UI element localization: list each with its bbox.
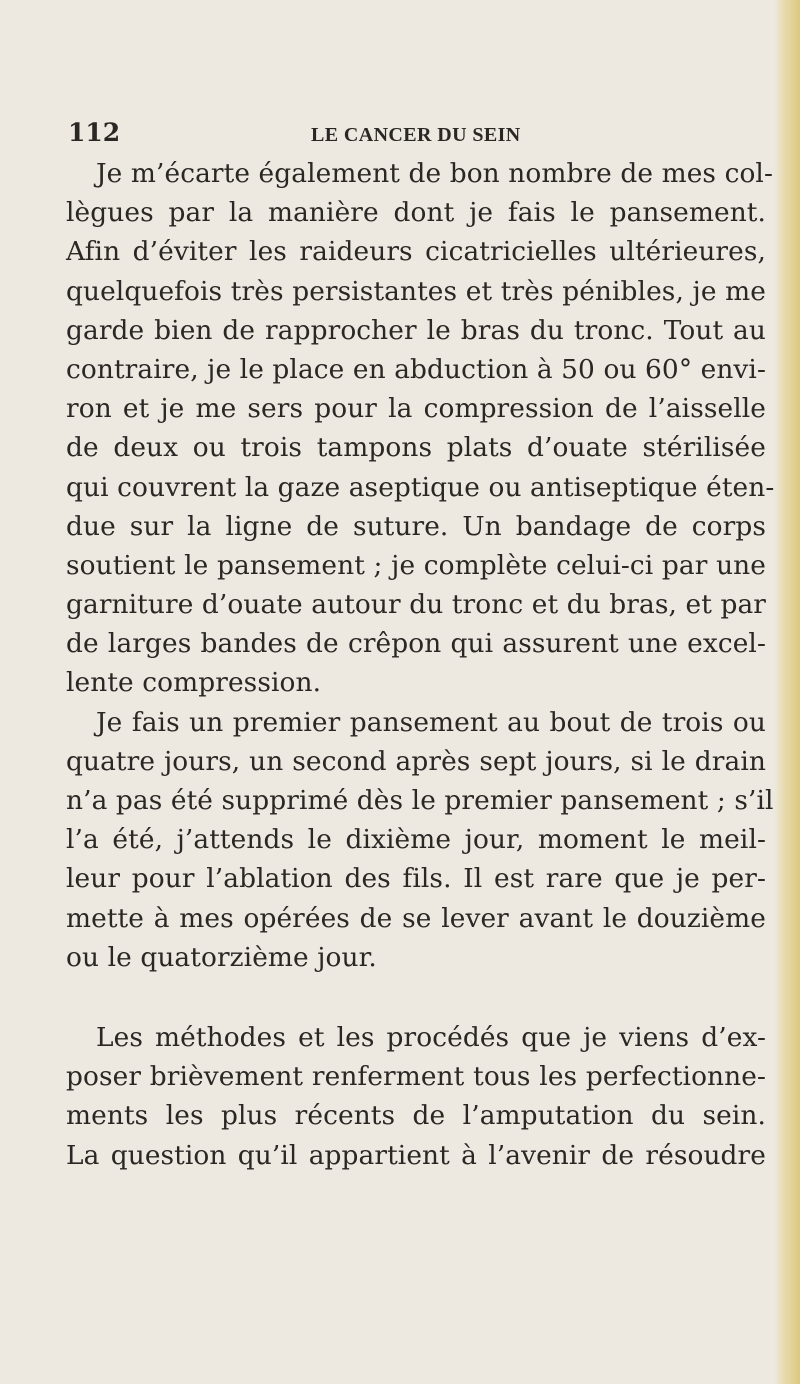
page-number: 112 (68, 118, 121, 147)
text-line: n’a pas été supprimé dès le premier pansement ; s’il (66, 785, 774, 816)
text-line: soutient le pansement ; je complète celui-ci par une (66, 549, 766, 581)
text-line: quatre jours, un second après sept jours, si le drain (66, 745, 766, 777)
text-line: quelquefois très persistantes et très pénibles, je me (66, 275, 766, 307)
text-line: Je fais un premier pansement au bout de trois ou (96, 706, 766, 738)
text-line: garniture d’ouate autour du tronc et du bras, et par (66, 589, 766, 621)
text-line: ou le quatorzième jour. (66, 941, 377, 973)
text-line: La question qu’il appartient à l’avenir de résoudre (66, 1139, 766, 1171)
text-line: ron et je me sers pour la compression de l’aisselle (66, 393, 766, 425)
page-header (66, 118, 766, 148)
text-line: Je m’écarte également de bon nombre de mes col- (96, 158, 773, 189)
section-gap (66, 977, 766, 1018)
page-edge-shadow (774, 0, 800, 1384)
paragraph-2 (66, 703, 774, 977)
text-line: qui couvrent la gaze aseptique ou antiseptique éten- (66, 471, 775, 503)
text-line: lègues par la manière dont je fais le pansement. (66, 197, 766, 229)
paragraph-1 (66, 154, 775, 703)
text-line: de deux ou trois tampons plats d’ouate stérilisée (66, 432, 766, 464)
text-line: ments les plus récents de l’amputation du sein. (66, 1100, 766, 1132)
paragraph-3 (66, 1018, 766, 1175)
text-line: l’a été, j’attends le dixième jour, moment le meil- (66, 824, 766, 856)
text-line: leur pour l’ablation des fils. Il est rare que je per- (66, 863, 766, 895)
running-head: LE CANCER DU SEIN (311, 124, 521, 146)
text-line: Afin d’éviter les raideurs cicatricielles ultérieures, (66, 236, 766, 268)
text-line: poser brièvement renferment tous les perfectionne- (66, 1061, 766, 1093)
book-page (66, 118, 775, 1175)
text-line: contraire, je le place en abduction à 50 ou 60° envi- (66, 353, 766, 385)
text-line: de larges bandes de crêpon qui assurent une excel- (66, 628, 766, 660)
text-line: lente compression. (66, 667, 322, 699)
text-line: garde bien de rapprocher le bras du tronc. Tout au (66, 314, 766, 346)
text-line: due sur la ligne de suture. Un bandage de corps (66, 510, 766, 542)
text-line: Les méthodes et les procédés que je viens d’ex- (96, 1021, 766, 1053)
text-line: mette à mes opérées de se lever avant le douzième (66, 902, 766, 934)
